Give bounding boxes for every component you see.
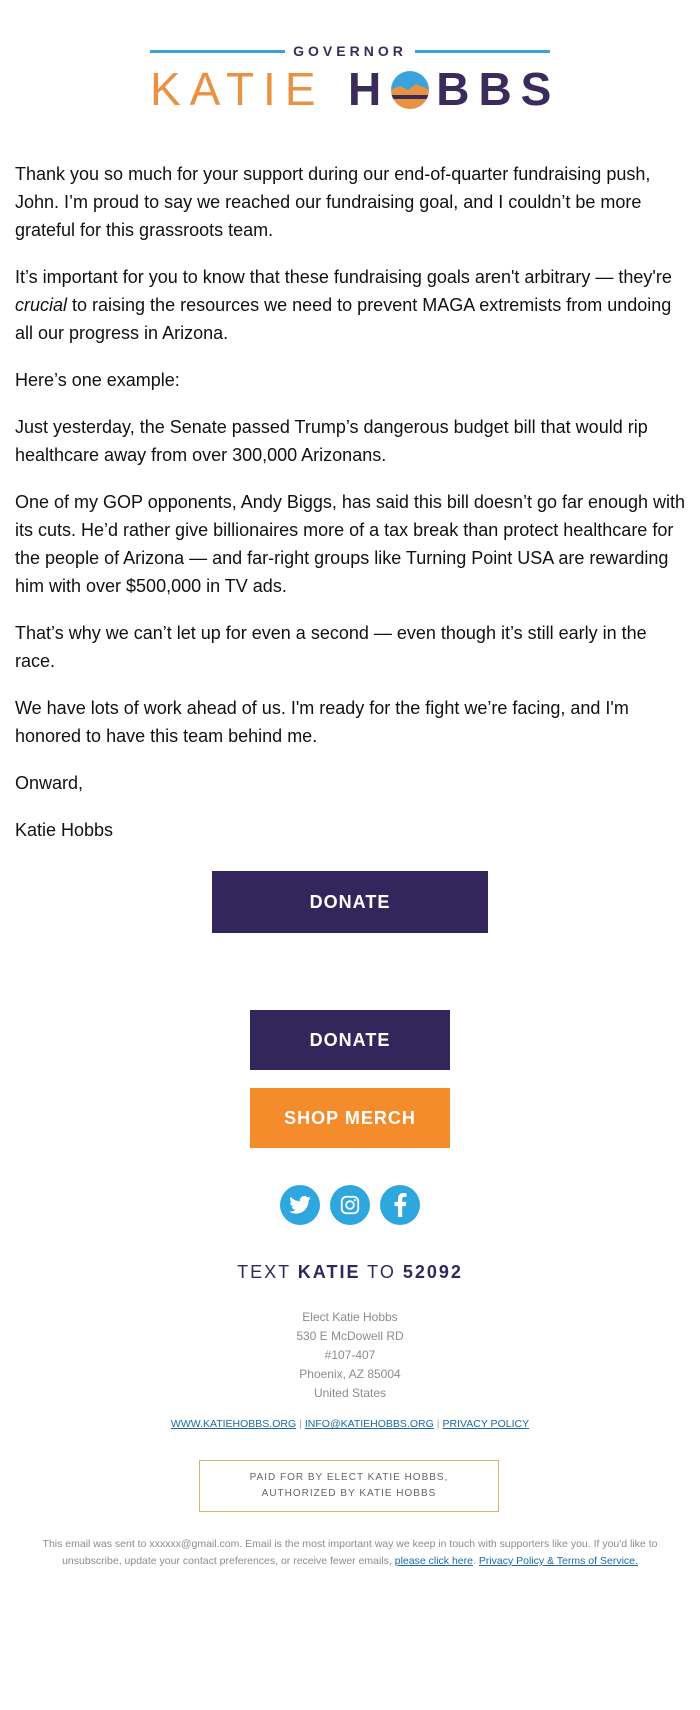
letter-paragraph-7: We have lots of work ahead of us. I'm ready for the fight we’re facing, and I'm honored to have this team behind me. — [15, 698, 629, 746]
letter-signature: Katie Hobbs — [15, 820, 114, 840]
website-link[interactable]: WWW.KATIEHOBBS.ORG — [170, 1418, 297, 1430]
email-link[interactable]: INFO@KATIEHOBBS.ORG — [304, 1418, 434, 1430]
address-line: Phoenix, AZ 85004 — [299, 1367, 401, 1381]
disclaimer-dot: . — [472, 1555, 479, 1567]
textto-prefix: TEXT — [237, 1262, 298, 1282]
address-line: United States — [313, 1386, 387, 1400]
shop-merch-button[interactable]: SHOP MERCH — [250, 1088, 450, 1148]
logo-first-name: KATIE — [150, 63, 325, 115]
letter-paragraph-4: Just yesterday, the Senate passed Trump’s dangerous budget bill that would rip healthcare away from over 300,000 Arizonans. — [15, 417, 648, 465]
logo-last-name — [348, 64, 560, 114]
privacy-policy-link[interactable]: PRIVACY POLICY — [442, 1418, 530, 1430]
letter-paragraph-1: Thank you so much for your support during our end-of-quarter fundraising push, John. I’m proud to say we reached our fundraising goal, and I couldn’t be more grateful for this grassroots team. — [15, 164, 651, 240]
letter-p2-lead: It’s important for you to know that these fundraising goals aren't arbitrary — they're — [15, 267, 672, 287]
facebook-icon — [393, 1193, 407, 1217]
address-line: Elect Katie Hobbs — [302, 1310, 398, 1324]
disclaimer-text: This email was sent to xxxxxx@gmail.com. Email is the most important way we keep in touch with supporters like you. If you'd like to unsubscribe, update your contact preferences, or receive fewer emails, — [42, 1538, 658, 1567]
mailing-address — [0, 1308, 700, 1403]
privacy-terms-link[interactable]: Privacy Policy & Terms of Service. — [478, 1555, 638, 1567]
letter-p2-emphasis: crucial — [15, 295, 68, 315]
email-letter-body — [15, 160, 690, 863]
textto-keyword: KATIE — [297, 1262, 361, 1282]
text-to-join — [0, 1262, 700, 1283]
letter-paragraph-2 — [15, 263, 690, 347]
donate-button-main[interactable]: DONATE — [212, 871, 488, 933]
logo-last-rest: BBS — [436, 63, 561, 115]
donate-button-footer[interactable]: DONATE — [250, 1010, 450, 1070]
twitter-link[interactable] — [280, 1185, 320, 1225]
link-separator: | — [436, 1418, 440, 1430]
facebook-link[interactable] — [380, 1185, 420, 1225]
footer-links — [0, 1418, 700, 1430]
twitter-icon — [289, 1196, 311, 1214]
letter-paragraph-6: That’s why we can’t let up for even a second — even though it’s still early in the race. — [15, 623, 647, 671]
letter-p2-rest: to raising the resources we need to prevent MAGA extremists from undoing all our progress in Arizona. — [15, 295, 672, 343]
logo-name — [150, 63, 561, 115]
letter-closing: Onward, — [15, 773, 84, 793]
letter-paragraph-5: One of my GOP opponents, Andy Biggs, has said this bill doesn’t go far enough with its cuts. He’d rather give billionaires more of a tax break than protect healthcare for the people of Arizona — and far-right groups like Turning Point USA are rewarding him with over $500,000 in TV ads. — [15, 492, 686, 596]
logo-governor-text: GOVERNOR — [293, 43, 407, 59]
unsubscribe-link[interactable]: please click here — [394, 1555, 473, 1567]
letter-paragraph-3: Here’s one example: — [15, 370, 180, 390]
paid-for-line-2: AUTHORIZED BY KATIE HOBBS — [261, 1488, 437, 1499]
instagram-link[interactable] — [330, 1185, 370, 1225]
textto-middle: TO — [360, 1262, 403, 1282]
instagram-icon — [339, 1194, 361, 1216]
paid-for-disclaimer-box — [199, 1460, 499, 1512]
textto-number: 52092 — [402, 1262, 463, 1282]
address-line: 530 E McDowell RD — [296, 1329, 404, 1343]
address-line: #107-407 — [324, 1348, 376, 1362]
email-disclaimer — [25, 1536, 675, 1570]
paid-for-line-1: PAID FOR BY ELECT KATIE HOBBS, — [249, 1472, 449, 1483]
link-separator: | — [299, 1418, 302, 1430]
logo-last-h: H — [348, 63, 391, 115]
sunset-logo-icon — [390, 70, 430, 110]
campaign-logo — [150, 42, 561, 115]
